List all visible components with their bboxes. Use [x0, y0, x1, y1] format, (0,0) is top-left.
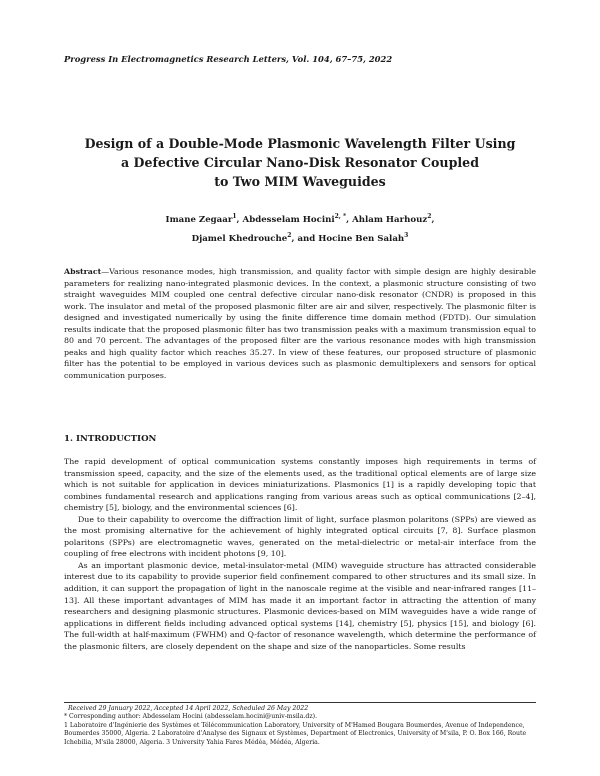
author-list	[90, 209, 510, 247]
author-name: Imane Zegaar	[165, 214, 233, 225]
affiliations-note: 1 Laboratoire d'Ingénierie des Systèmes et Télécommunication Laboratory, University of M'Hamed Bougara Boumerdes, Avenue of Independence, Boumerdes 35000, Algeria. 2 Laboratoire d'Analyse des Signaux et Systèmes, Department of Electronics, University of M'sila, P. O. Box 166, Route Ichebilia, M'sila 28000, Algeria. 3 University Yahia Fares Médéa, Médéa, Algeria.	[64, 721, 527, 746]
abstract	[64, 266, 536, 381]
introduction-body	[64, 456, 536, 652]
author-affiliation-mark: 3	[404, 231, 409, 239]
abstract-text: —Various resonance modes, high transmission, and quality factor with simple design are highly desirable parameters for realizing nano-integrated plasmonic devices. In the context, a plasmonic structure consisting of two straight waveguides MIM coupled one central defective circular nano-disk resonator (CNDR) is proposed in this work. The insulator and metal of the proposed plasmonic filter are air and silver, respectively. The plasmonic filter is designed and investigated numerically by using the finite difference time domain method (FDTD). Our simulation results indicate that the proposed plasmonic filter has two transmission peaks with a maximum transmission equal to 80 and 70 percent. The advantages of the proposed filter are the various resonance modes with high transmission peaks and high quality factor which reaches 35.27. In view of these features, our proposed structure of plasmonic filter has the potential to be employed in various devices such as plasmonic demultiplexers and sensors for optical communication purposes.	[64, 267, 536, 380]
author-name: Djamel Khedrouche	[191, 233, 288, 244]
paper-title	[70, 134, 530, 191]
footnotes	[64, 702, 536, 747]
journal-header: Progress In Electromagnetics Research Letters, Vol. 104, 67–75, 2022	[64, 54, 393, 64]
paragraph: Due to their capability to overcome the diffraction limit of light, surface plasmon polaritons (SPPs) are viewed as the most promising alternative for the achievement of highly integrated optical circuits [7, 8]. Surface plasmon polaritons (SPPs) are electromagnetic waves, generated on the metal-dielectric or metal-air interface from the coupling of free electrons with incident photons [9, 10].	[64, 514, 536, 559]
author-affiliation-mark: 2	[427, 213, 432, 220]
author-name: and Hocine Ben Salah	[297, 233, 405, 244]
author-affiliation-mark: 2, *	[334, 213, 347, 220]
abstract-label: Abstract	[64, 267, 102, 276]
title-line: to Two MIM Waveguides	[214, 174, 386, 189]
author-line: Imane Zegaar$^1$, Abdesselam Hocini$^{2, *}$, Ahlam Harhouz$^2$,	[165, 213, 435, 225]
paragraph: The rapid development of optical communication systems constantly imposes high requirements in terms of transmission speed, capacity, and the size of the elements used, as the traditional optical elements are of large size which is not suitable for application in devices miniaturizations. Plasmonics [1] is a rapidly developing topic that combines fundamental research and applications ranging from various areas such as optical communications [2–4], chemistry [5], biology, and the environmental sciences [6].	[64, 457, 536, 513]
corresponding-author-note: * Corresponding author: Abdesselam Hocini (abdesselam.hocini@univ-msila.dz).	[64, 713, 318, 721]
title-line: a Defective Circular Nano-Disk Resonator Coupled	[121, 155, 479, 170]
author-affiliation-mark: 1	[232, 213, 237, 220]
title-line: Design of a Double-Mode Plasmonic Wavelength Filter Using	[84, 136, 516, 151]
author-name: Abdesselam Hocini	[242, 214, 335, 225]
paragraph: As an important plasmonic device, metal-insulator-metal (MIM) waveguide structure has attracted considerable interest due to its capability to provide superior field confinement compared to other structures and its small size. In addition, it can support the propagation of light in the nanoscale regime at the visible and near-infrared ranges [11–13]. All these important advantages of MIM has made it an important factor in attracting the attention of many researchers and designing plasmonic structures. Plasmonic devices-based on MIM waveguides have a wide range of applications in different fields including advanced optical systems [14], chemistry [5], physics [15], and biology [6]. The full-width at half-maximum (FWHM) and Q-factor of resonance wavelength, which determine the performance of the plasmonic filters, are closely dependent on the shape and size of the nanoparticles. Some results	[64, 560, 536, 651]
section-heading: 1. INTRODUCTION	[64, 434, 157, 444]
manuscript-dates: Received 29 January 2022, Accepted 14 April 2022, Scheduled 26 May 2022	[68, 705, 309, 712]
author-affiliation-mark: 2	[287, 231, 292, 239]
author-name: Ahlam Harhouz	[352, 214, 428, 225]
footnote-rule	[64, 702, 536, 703]
author-line: Djamel Khedrouche$^2$, and Hocine Ben Salah$^3$	[191, 231, 409, 244]
